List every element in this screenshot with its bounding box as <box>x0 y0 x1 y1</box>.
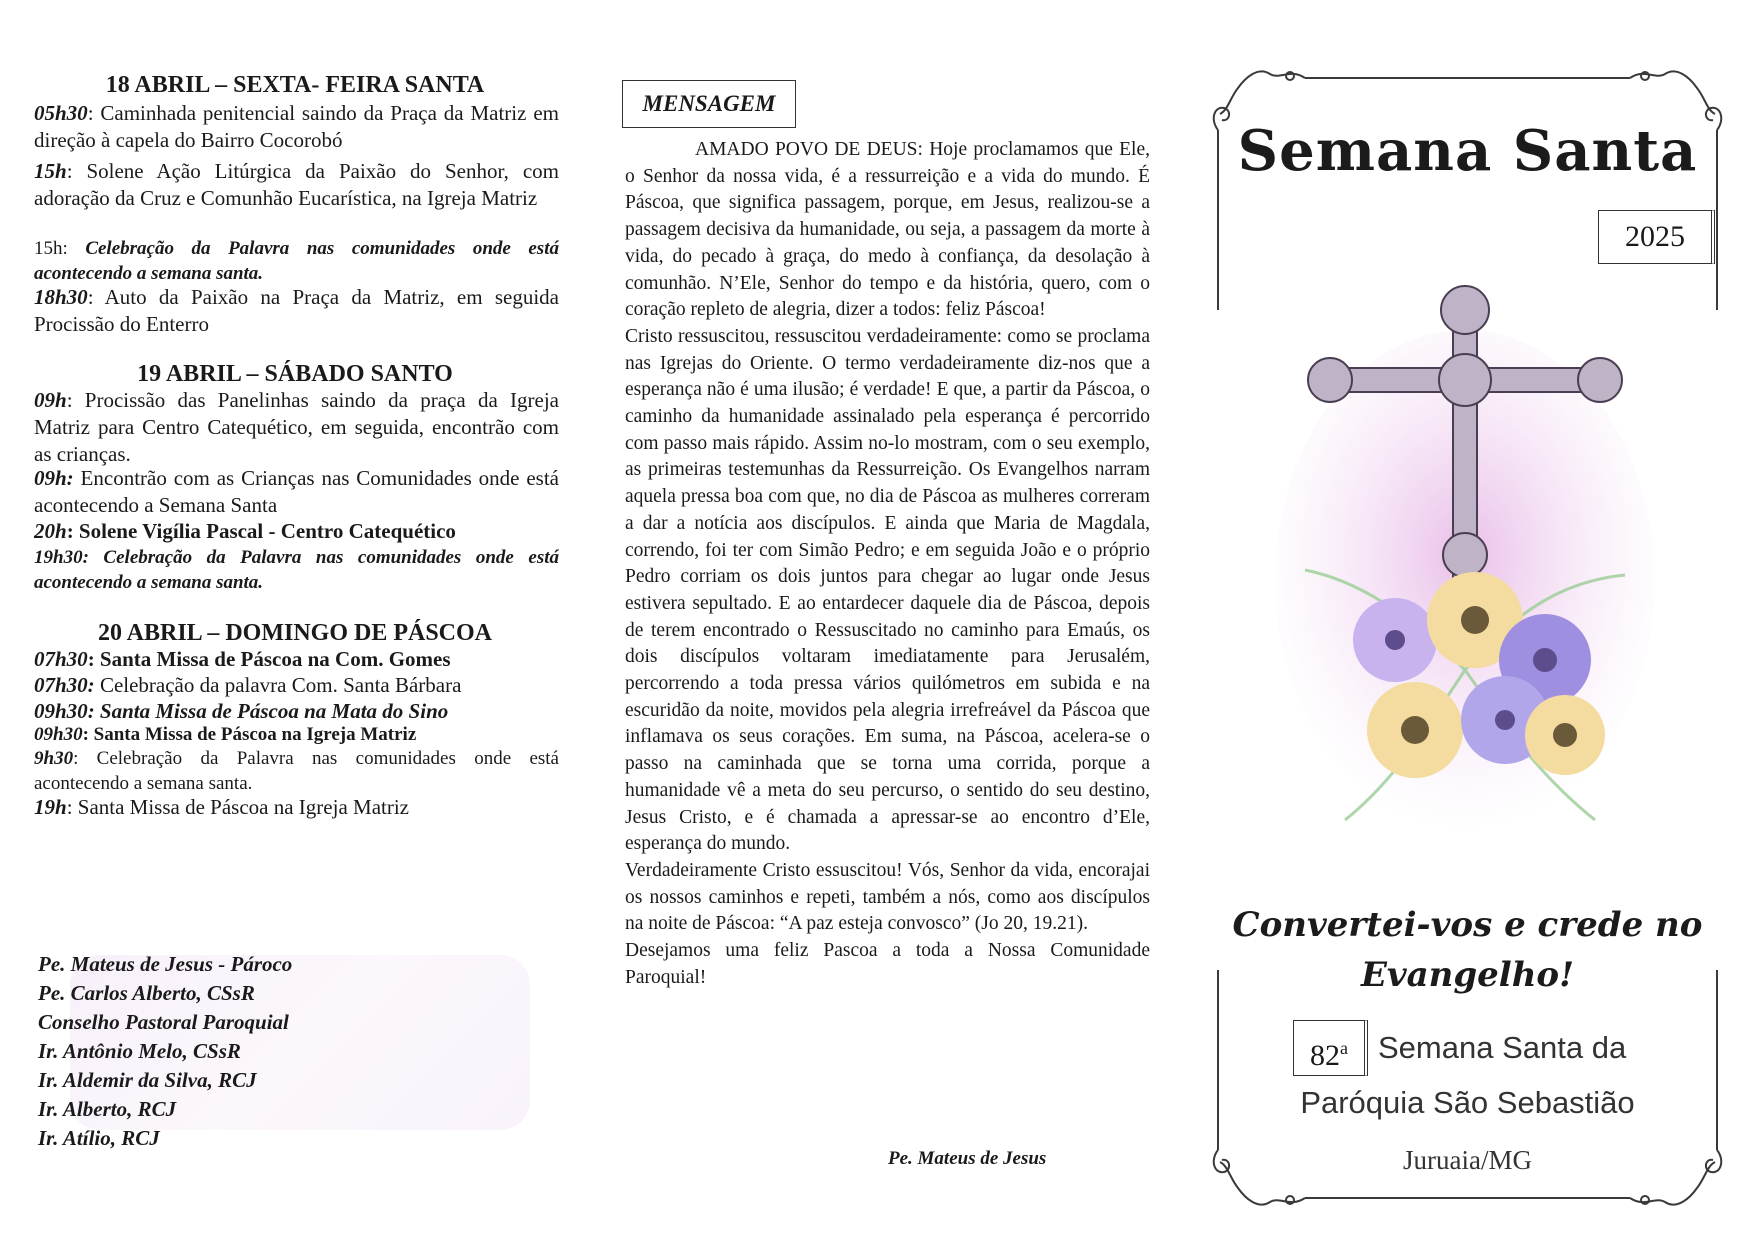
cover-title: Semana Santa <box>1237 118 1698 184</box>
schedule-entry <box>34 545 559 595</box>
message-paragraph: Verdadeiramente Cristo essuscitou! Vós, Senhor da vida, encorajai os nossos caminhos e repeti, também a nós, como aos discípulos na noite de Páscoa: “A paz esteja convosco” (Jo 20, 19.21). <box>625 859 1150 935</box>
entry-time: 18h30 <box>34 285 88 309</box>
entry-time: 15h <box>34 159 67 183</box>
day-title-sunday: 20 ABRIL – DOMINGO DE PÁSCOA <box>97 620 493 646</box>
message-paragraph: Cristo ressuscitou, ressuscitou verdadeiramente: como se proclama nas Igrejas do Oriente. O termo verdadeiramente diz-nos que a esperança não é uma ilusão; é verdade! E que, a partir da Páscoa, o caminho da humanidade assinalado pela esperança é percorrido com passo mais rápido. Assim no-lo mostram, com o seu exemplo, as primeiras testemunhas da Ressurreição. Os Evangelhos narram aquela pressa boa com que, no dia de Páscoa as mulheres correram a dar a notícia aos discípulos. E ainda que Maria de Magdala, correndo, foi ter com Simão Pedro; e em seguida João e o próprio Pedro corriam os dois juntos para chegar ao lugar onde Jesus estivera sepultado. E ao entardecer daquele dia de Páscoa, depois de terem encontrado o Ressuscitado no caminho para Emaús, os dois discípulos voltaram imediatamente para Jerusalém, percorrendo a toda pressa vários quilómetros em subida e na escuridão da noite, movidos pela alegria irrefreável da Páscoa que inflamava os seus corações. Em suma, na Páscoa, acelera-se o passo na caminhada que se torna uma corrida, porque a humanidade vê a meta do seu percurso, o sentido do seu destino, Jesus Cristo, e é chamada a apressar-se ao encontro d’Ele, esperança do mundo. <box>625 325 1150 855</box>
entry-text: : Celebração da Palavra nas comunidades onde está acontecendo a semana santa. <box>34 547 559 593</box>
edition-box <box>1293 1020 1368 1076</box>
entry-time: 09h30 <box>34 699 88 723</box>
entry-text: : Caminhada penitencial saindo da Praça da Matriz em direção à capela do Bairro Cocorobó <box>34 101 559 152</box>
entry-text: : Solene Ação Litúrgica da Paixão do Senhor, com adoração da Cruz e Comunhão Eucarística, na Igreja Matriz <box>34 159 559 210</box>
schedule-panel <box>0 0 590 1240</box>
entry-time: 05h30 <box>34 101 88 125</box>
schedule-entry <box>34 158 559 212</box>
year-box: 2025 <box>1598 210 1715 264</box>
schedule-entry <box>34 236 559 286</box>
crucifix-illustration <box>1275 280 1655 840</box>
schedule-entry <box>34 387 559 468</box>
entry-text: Celebração da palavra Com. Santa Bárbara <box>94 673 462 697</box>
subtitle-line-1: Semana Santa da <box>1378 1030 1627 1065</box>
entry-text: : Auto da Paixão na Praça da Matriz, em seguida Procissão do Enterro <box>34 285 559 336</box>
entry-time: 09h: <box>34 466 74 490</box>
entry-text: : Procissão das Panelinhas saindo da praça da Igreja Matriz para Centro Catequético, em seguida, encontrão com as crianças. <box>34 388 559 466</box>
clergy-item: Pe. Mateus de Jesus - Pároco <box>38 952 293 976</box>
motto-line-1: Convertei-vos e crede no <box>1232 905 1703 945</box>
schedule-entry <box>34 518 559 545</box>
entry-time: 20h <box>34 519 67 543</box>
entry-time: 15h: <box>34 238 68 259</box>
schedule-entry <box>34 672 559 699</box>
schedule-entry <box>34 722 559 747</box>
clergy-item: Pe. Carlos Alberto, CSsR <box>38 981 255 1005</box>
edition-suffix: a <box>1340 1038 1348 1058</box>
entry-time: 9h30 <box>34 748 74 769</box>
schedule-entry <box>34 746 559 796</box>
edition-number: 82 <box>1310 1039 1340 1072</box>
entry-time: 09h <box>34 388 67 412</box>
entry-time: 19h <box>34 795 67 819</box>
entry-time: 07h30 <box>34 647 88 671</box>
schedule-entry <box>34 698 559 725</box>
clergy-item: Ir. Alberto, RCJ <box>38 1097 177 1121</box>
clergy-item: Ir. Atílio, RCJ <box>38 1126 160 1150</box>
day-title-friday: 18 ABRIL – SEXTA- FEIRA SANTA <box>105 72 485 98</box>
entry-text: Celebração da Palavra nas comunidades onde está acontecendo a semana santa. <box>34 238 559 284</box>
day-title-saturday: 19 ABRIL – SÁBADO SANTO <box>137 361 453 387</box>
clergy-list <box>38 950 292 1153</box>
message-panel <box>590 0 1180 1240</box>
clergy-item: Ir. Antônio Melo, CSsR <box>38 1039 241 1063</box>
schedule-entry <box>34 646 559 673</box>
city-label: Juruaia/MG <box>1403 1145 1532 1175</box>
entry-text: : Santa Missa de Páscoa na Mata do Sino <box>87 699 449 723</box>
schedule-entry <box>34 794 559 821</box>
entry-text: : Solene Vigília Pascal - Centro Catequético <box>66 519 456 543</box>
clergy-item: Conselho Pastoral Paroquial <box>38 1010 289 1034</box>
message-paragraph: Desejamos uma feliz Pascoa a toda a Nossa Comunidade Paroquial! <box>625 940 1150 988</box>
subtitle-line-2: Paróquia São Sebastião <box>1300 1085 1635 1120</box>
motto-line-2: Evangelho! <box>1360 955 1575 995</box>
schedule-entry <box>34 284 559 338</box>
cover-panel <box>1180 0 1755 1240</box>
message-signature: Pe. Mateus de Jesus <box>888 1148 1047 1169</box>
entry-time: 09h30 <box>34 724 83 745</box>
message-heading: MENSAGEM <box>622 80 796 128</box>
entry-text: Encontrão com as Crianças nas Comunidades onde está acontecendo a Semana Santa <box>34 466 559 517</box>
entry-text: : Celebração da Palavra nas comunidades onde está acontecendo a semana santa. <box>34 748 559 794</box>
clergy-item: Ir. Aldemir da Silva, RCJ <box>38 1068 257 1092</box>
entry-text: : Santa Missa de Páscoa na Igreja Matriz <box>66 795 409 819</box>
entry-text: : Santa Missa de Páscoa na Igreja Matriz <box>82 724 417 745</box>
entry-text: : Santa Missa de Páscoa na Com. Gomes <box>87 647 451 671</box>
schedule-entry <box>34 100 559 154</box>
message-paragraph: AMADO POVO DE DEUS: Hoje proclamamos que Ele, o Senhor da nossa vida, é a ressurreição e a vida do mundo. É Páscoa, que significa passagem, porque, em Jesus, realizou-se a passagem decisiva da humanidade, ou seja, a passagem da morte à vida, do pecado à graça, do medo à confiança, da desolação à comunhão. N’Ele, Senhor do tempo e da história, quero, com o coração repleto de alegria, dizer a todos: feliz Páscoa! <box>625 139 1150 321</box>
entry-time: 19h30 <box>34 547 83 568</box>
schedule-entry <box>34 465 559 519</box>
entry-time: 07h30: <box>34 673 95 697</box>
message-body <box>625 137 1150 992</box>
